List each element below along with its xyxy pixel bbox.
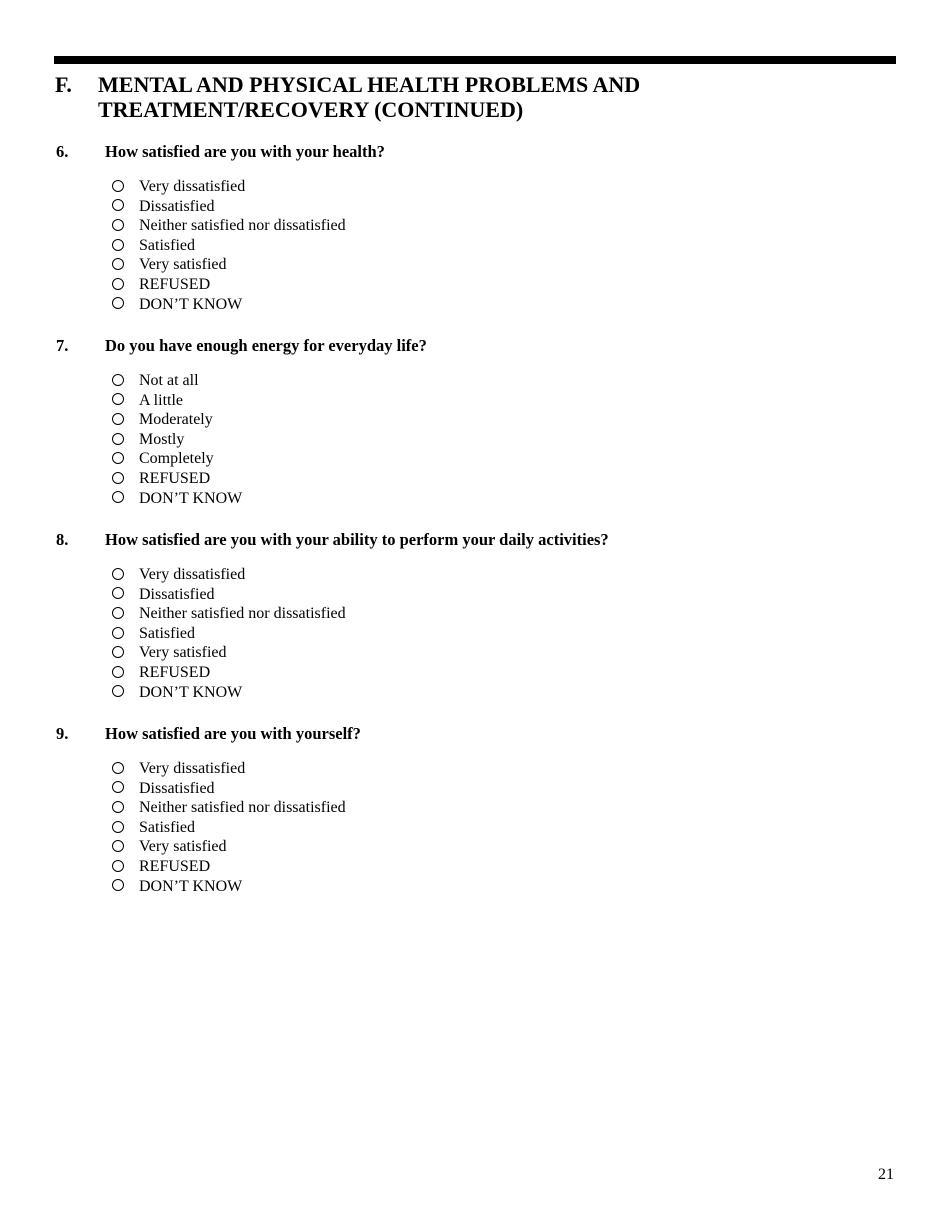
option-label: Completely (139, 450, 214, 468)
option-label: REFUSED (139, 469, 211, 487)
radio-button-icon[interactable] (112, 762, 124, 774)
radio-button-icon[interactable] (112, 840, 124, 852)
option-completely[interactable] (112, 449, 896, 469)
radio-button-icon[interactable] (112, 491, 124, 503)
option-neither[interactable] (112, 604, 896, 624)
radio-button-icon[interactable] (112, 607, 124, 619)
option-label: A little (139, 391, 183, 409)
option-a-little[interactable] (112, 391, 896, 411)
question-9 (56, 723, 896, 896)
option-very-dissatisfied[interactable] (112, 565, 896, 585)
option-very-satisfied[interactable] (112, 255, 896, 275)
radio-button-icon[interactable] (112, 821, 124, 833)
option-label: Very satisfied (139, 644, 227, 662)
radio-button-icon[interactable] (112, 452, 124, 464)
option-label: Neither satisfied nor dissatisfied (139, 605, 346, 623)
radio-button-icon[interactable] (112, 239, 124, 251)
answer-options (56, 565, 896, 702)
option-moderately[interactable] (112, 410, 896, 430)
radio-button-icon[interactable] (112, 587, 124, 599)
radio-button-icon[interactable] (112, 258, 124, 270)
option-neither[interactable] (112, 798, 896, 818)
radio-button-icon[interactable] (112, 199, 124, 211)
radio-button-icon[interactable] (112, 472, 124, 484)
radio-button-icon[interactable] (112, 666, 124, 678)
question-number: 8. (56, 530, 69, 549)
option-dont-know[interactable] (112, 489, 896, 509)
radio-button-icon[interactable] (112, 781, 124, 793)
question-7 (56, 335, 896, 508)
option-label: DON’T KNOW (139, 683, 243, 701)
option-label: Satisfied (139, 624, 195, 642)
option-label: Very satisfied (139, 838, 227, 856)
option-label: Mostly (139, 430, 185, 448)
option-refused[interactable] (112, 663, 896, 683)
question-header (56, 141, 896, 163)
option-label: REFUSED (139, 857, 211, 875)
option-refused[interactable] (112, 275, 896, 295)
radio-button-icon[interactable] (112, 568, 124, 580)
option-label: REFUSED (139, 275, 211, 293)
option-not-at-all[interactable] (112, 371, 896, 391)
option-satisfied[interactable] (112, 236, 896, 256)
answer-options (56, 759, 896, 896)
radio-button-icon[interactable] (112, 180, 124, 192)
question-text: How satisfied are you with your health? (105, 142, 385, 161)
question-number: 6. (56, 142, 69, 161)
option-dissatisfied[interactable] (112, 197, 896, 217)
option-satisfied[interactable] (112, 624, 896, 644)
option-very-dissatisfied[interactable] (112, 759, 896, 779)
option-label: Satisfied (139, 818, 195, 836)
option-label: Neither satisfied nor dissatisfied (139, 799, 346, 817)
radio-button-icon[interactable] (112, 413, 124, 425)
section-title: MENTAL AND PHYSICAL HEALTH PROBLEMS AND TREATMENT/RECOVERY (CONTINUED) (98, 72, 641, 122)
radio-button-icon[interactable] (112, 801, 124, 813)
question-header (56, 723, 896, 745)
radio-button-icon[interactable] (112, 627, 124, 639)
question-header (56, 529, 896, 551)
option-satisfied[interactable] (112, 818, 896, 838)
radio-button-icon[interactable] (112, 860, 124, 872)
radio-button-icon[interactable] (112, 879, 124, 891)
page-number: 21 (878, 1166, 894, 1183)
option-mostly[interactable] (112, 430, 896, 450)
radio-button-icon[interactable] (112, 374, 124, 386)
option-neither[interactable] (112, 216, 896, 236)
answer-options (56, 177, 896, 314)
option-label: DON’T KNOW (139, 489, 243, 507)
option-label: Dissatisfied (139, 197, 215, 215)
radio-button-icon[interactable] (112, 393, 124, 405)
option-dissatisfied[interactable] (112, 779, 896, 799)
question-text: How satisfied are you with your ability to perform your daily activities? (105, 530, 609, 549)
option-label: Moderately (139, 411, 213, 429)
answer-options (56, 371, 896, 508)
option-refused[interactable] (112, 857, 896, 877)
section-letter: F. (55, 72, 72, 97)
option-very-dissatisfied[interactable] (112, 177, 896, 197)
option-label: Very dissatisfied (139, 566, 246, 583)
option-dissatisfied[interactable] (112, 585, 896, 605)
option-label: Very dissatisfied (139, 178, 246, 195)
option-very-satisfied[interactable] (112, 643, 896, 663)
option-dont-know[interactable] (112, 877, 896, 897)
question-6 (56, 141, 896, 314)
radio-button-icon[interactable] (112, 219, 124, 231)
option-dont-know[interactable] (112, 295, 896, 315)
radio-button-icon[interactable] (112, 297, 124, 309)
question-number: 9. (56, 724, 69, 743)
option-refused[interactable] (112, 469, 896, 489)
option-label: Neither satisfied nor dissatisfied (139, 217, 346, 235)
option-label: Very dissatisfied (139, 760, 246, 777)
option-label: DON’T KNOW (139, 877, 243, 895)
question-text: How satisfied are you with yourself? (105, 724, 361, 743)
option-dont-know[interactable] (112, 683, 896, 703)
radio-button-icon[interactable] (112, 646, 124, 658)
radio-button-icon[interactable] (112, 685, 124, 697)
option-label: Satisfied (139, 236, 195, 254)
option-label: Very satisfied (139, 256, 227, 274)
question-8 (56, 529, 896, 702)
option-label: Dissatisfied (139, 585, 215, 603)
option-label: Dissatisfied (139, 779, 215, 797)
option-label: Not at all (139, 372, 199, 389)
option-very-satisfied[interactable] (112, 837, 896, 857)
option-label: DON’T KNOW (139, 295, 243, 313)
option-label: REFUSED (139, 663, 211, 681)
question-text: Do you have enough energy for everyday life? (105, 336, 427, 355)
question-header (56, 335, 896, 357)
radio-button-icon[interactable] (112, 433, 124, 445)
radio-button-icon[interactable] (112, 278, 124, 290)
top-rule-divider (54, 56, 896, 64)
question-number: 7. (56, 336, 69, 355)
